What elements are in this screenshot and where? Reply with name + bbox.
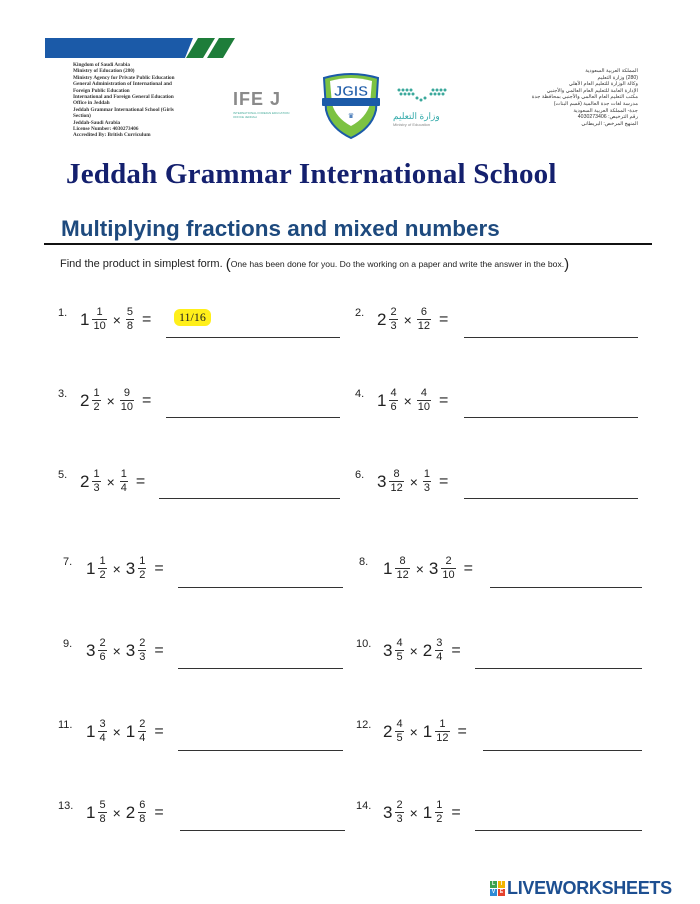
equals-sign: = [154,722,164,740]
denominator: 3 [93,482,100,494]
denominator: 2 [139,569,146,581]
whole-number: 2 [125,802,136,822]
whole-number: 1 [422,802,433,822]
instructions [60,256,569,273]
times-sign: × [415,560,424,577]
live-icon-letter: E [499,889,504,895]
equals-sign: = [154,559,164,577]
liveworksheets-brand: LIVEWORKSHEETS [507,878,672,898]
denominator: 4 [120,482,127,494]
fraction [395,800,403,825]
equals-sign: = [154,641,164,659]
numerator: 3 [99,718,106,730]
numerator: 1 [423,468,431,480]
answer-input-line[interactable] [178,668,343,669]
live-icon-letter: L [491,881,496,887]
fraction [417,388,431,413]
title-underline [44,243,652,245]
numerator: 5 [126,306,134,318]
live-icon-letter: V [491,889,496,895]
problem-expression [80,388,151,413]
fraction [120,388,134,413]
numerator: 4 [396,637,403,649]
denominator: 10 [93,320,106,332]
whole-number: 3 [383,640,393,660]
denominator: 3 [423,482,431,494]
times-sign: × [112,804,121,821]
problem-expression [86,638,164,663]
fraction [389,469,403,494]
whole-number: 3 [125,640,136,660]
numerator: 2 [396,799,403,811]
equals-sign: = [451,641,461,659]
numerator: 2 [139,637,146,649]
answer-input-line[interactable] [490,587,642,588]
whole-number: 3 [383,802,393,822]
problem-expression [383,719,467,744]
fraction [435,638,443,663]
denominator: 12 [396,569,409,581]
denominator: 4 [436,651,443,663]
numerator: 1 [139,555,146,567]
denominator: 10 [442,569,455,581]
equals-sign: = [457,722,467,740]
answer-input-line[interactable] [475,668,642,669]
answer-input-line[interactable] [166,417,340,418]
problem-expression [383,638,461,663]
problem-number: 8. [359,556,369,568]
answer-input-line[interactable] [464,417,638,418]
problem-number: 7. [63,556,73,568]
times-sign: × [409,473,418,490]
problem-expression [86,800,164,825]
problem-expression [383,556,473,581]
ifej-logo-text: IFE J [233,89,282,109]
denominator: 2 [99,569,106,581]
numerator: 2 [99,637,106,649]
svg-text:JGIS: JGIS [333,83,369,100]
problem-expression [383,800,461,825]
equals-sign: = [135,472,146,490]
denominator: 4 [99,732,106,744]
liveworksheets-icon [490,881,505,896]
problem-expression [80,469,145,494]
moe-logo-english: Ministry of Education [393,122,431,127]
denominator: 12 [436,732,449,744]
problem-expression [86,556,164,581]
numerator: 5 [99,799,106,811]
times-sign: × [106,473,115,490]
answer-input-line[interactable] [178,750,343,751]
answer-input-line[interactable] [464,498,638,499]
equals-sign: = [439,391,449,409]
denominator: 2 [436,813,443,825]
equals-sign: = [439,310,449,328]
numerator: 1 [439,718,446,730]
fraction [98,719,106,744]
equals-sign: = [142,391,152,409]
denominator: 5 [396,651,403,663]
denominator: 6 [99,651,106,663]
instructions-main: Find the product in simplest form. [60,258,226,270]
address-line: رقم الترخيص: 4030273406 [577,114,638,121]
whole-number: 1 [383,558,393,578]
whole-number: 1 [377,390,387,410]
whole-number: 1 [125,721,136,741]
problem-number: 3. [58,388,68,400]
denominator: 12 [390,482,403,494]
address-line: مدرسة لغات جدة العالمية (قسم البنات) [553,100,638,107]
address-line: Section) [73,113,91,120]
problem-number: 1. [58,307,68,319]
whole-number: 3 [377,471,387,491]
numerator: 1 [93,468,100,480]
fraction [395,556,409,581]
address-line: جدة- المملكة العربية السعودية [573,107,638,114]
problem-number: 9. [63,638,73,650]
fraction [395,719,403,744]
problem-expression [377,388,448,413]
fraction [395,638,403,663]
answer-input-line[interactable] [483,750,642,751]
problem-expression [377,307,448,332]
problem-expression [86,719,164,744]
moe-dots-icon [393,86,453,104]
problem-number: 5. [58,469,68,481]
denominator: 3 [396,813,403,825]
times-sign: × [112,311,121,328]
problem-number: 13. [58,800,74,812]
times-sign: × [409,723,418,740]
address-line: Jeddah-Saudi Arabia [73,119,121,126]
worksheet-title: Multiplying fractions and mixed numbers [61,216,500,241]
fraction [92,388,100,413]
address-line: المنهج المرخص: البريطاني [581,120,638,127]
address-line: الإدارة العامة للتعليم العام العالمي والأجنبي [546,87,638,94]
whole-number: 1 [80,309,90,329]
whole-number: 2 [422,640,433,660]
header-banner [45,38,235,58]
whole-number: 1 [422,721,433,741]
answer-input-line[interactable] [464,337,638,338]
numerator: 1 [99,555,106,567]
numerator: 2 [390,306,397,318]
live-icon-letter: I [498,881,505,888]
denominator: 10 [417,401,431,413]
answer-input-line[interactable] [166,337,340,338]
address-line: Office in Jeddah [73,100,110,107]
fraction [120,469,128,494]
ifej-logo [233,89,298,119]
fraction [417,307,431,332]
times-sign: × [112,560,121,577]
denominator: 3 [390,320,397,332]
denominator: 2 [93,401,100,413]
answer-input-line[interactable] [180,830,345,831]
svg-text:♛: ♛ [347,113,355,120]
problem-number: 14. [356,800,372,812]
address-line: License Number: 4030273406 [73,126,139,133]
whole-number: 3 [125,558,136,578]
denominator: 6 [390,401,397,413]
fraction [138,556,146,581]
times-sign: × [112,723,121,740]
ifej-logo-subtext: INTERNATIONAL FOREIGN EDUCATION OFFICE JEDDAH [233,111,290,119]
problem-number: 12. [356,719,372,731]
moe-logo-arabic: وزارة التعليم [393,111,440,121]
numerator: 4 [390,387,397,399]
problem-number: 10. [356,638,372,650]
address-line: Jeddah Grammar International School (Girls [73,106,174,113]
problem-expression [80,307,151,332]
problem-number: 4. [355,388,365,400]
fraction [423,469,431,494]
ministry-of-education-logo [393,86,483,126]
address-english [73,62,223,139]
denominator: 8 [99,813,106,825]
whole-number: 2 [80,390,90,410]
whole-number: 2 [377,309,387,329]
answer-input-line[interactable] [178,587,343,588]
fraction [138,800,146,825]
numerator: 4 [420,387,427,399]
address-line: International and Foreign General Education [73,94,174,101]
denominator: 5 [396,732,403,744]
times-sign: × [403,311,412,328]
school-name: Jeddah Grammar International School [66,158,557,190]
equals-sign: = [439,472,449,490]
numerator: 8 [399,555,406,567]
times-sign: × [403,392,412,409]
denominator: 3 [139,651,146,663]
instructions-paren: ) [564,256,570,273]
whole-number: 2 [383,721,393,741]
liveworksheets-logo [490,878,672,899]
fraction [98,556,106,581]
numerator: 4 [396,718,403,730]
numerator: 1 [96,306,103,318]
address-line: Accredited By: British Curriculum [73,132,151,139]
whole-number: 1 [86,802,96,822]
problem-number: 6. [355,469,365,481]
numerator: 2 [445,555,452,567]
address-line: Ministry of Education (280) [73,68,135,75]
numerator: 8 [393,468,400,480]
numerator: 1 [120,468,127,480]
denominator: 8 [126,320,134,332]
times-sign: × [112,642,121,659]
times-sign: × [106,392,115,409]
address-line: Kingdom of Saudi Arabia [73,62,130,68]
numerator: 3 [436,637,443,649]
whole-number: 1 [86,558,96,578]
problem-number: 11. [58,719,73,731]
fraction [126,307,134,332]
numerator: 1 [436,799,443,811]
denominator: 10 [120,401,134,413]
numerator: 1 [93,387,100,399]
numerator: 6 [420,306,427,318]
address-line: المملكة العربية السعودية [585,68,638,74]
fraction [138,719,146,744]
fraction [98,800,106,825]
fraction [98,638,106,663]
times-sign: × [409,642,418,659]
numerator: 9 [123,387,130,399]
jgis-crest-logo [316,72,386,140]
times-sign: × [409,804,418,821]
whole-number: 2 [80,471,90,491]
answer-input-line[interactable] [475,830,642,831]
whole-number: 3 [428,558,439,578]
whole-number: 3 [86,640,96,660]
address-line: (280) وزارة التعليم [597,74,638,81]
denominator: 12 [417,320,431,332]
equals-sign: = [142,310,152,328]
fraction [441,556,455,581]
address-line: General Administration of International and [73,81,172,88]
fraction [389,307,397,332]
answer-input-line[interactable] [159,498,340,499]
denominator: 4 [139,732,146,744]
address-arabic [498,68,638,127]
equals-sign: = [154,803,164,821]
answer-box[interactable]: 11/16 [174,309,211,326]
fraction [92,469,100,494]
address-line: وكالة الوزارة للتعليم العام الأهلي [568,81,638,88]
numerator: 6 [139,799,146,811]
fraction [435,800,443,825]
fraction [389,388,397,413]
numerator: 2 [139,718,146,730]
fraction [138,638,146,663]
problem-number: 2. [355,307,365,319]
equals-sign: = [451,803,461,821]
address-line: مكتب التعليم العام العالمي والأجنبي بمحافظة جدة [531,94,638,101]
equals-sign: = [463,559,473,577]
address-line: Foreign Public Education [73,87,130,94]
whole-number: 1 [86,721,96,741]
instructions-note: One has been done for you. Do the working on a paper and write the answer in the box. [230,259,565,269]
fraction [92,307,106,332]
denominator: 8 [139,813,146,825]
problem-expression [377,469,448,494]
address-line: Ministry Agency for Private Public Education [73,74,175,81]
instructions-paren: ( [225,256,231,273]
fraction [435,719,449,744]
